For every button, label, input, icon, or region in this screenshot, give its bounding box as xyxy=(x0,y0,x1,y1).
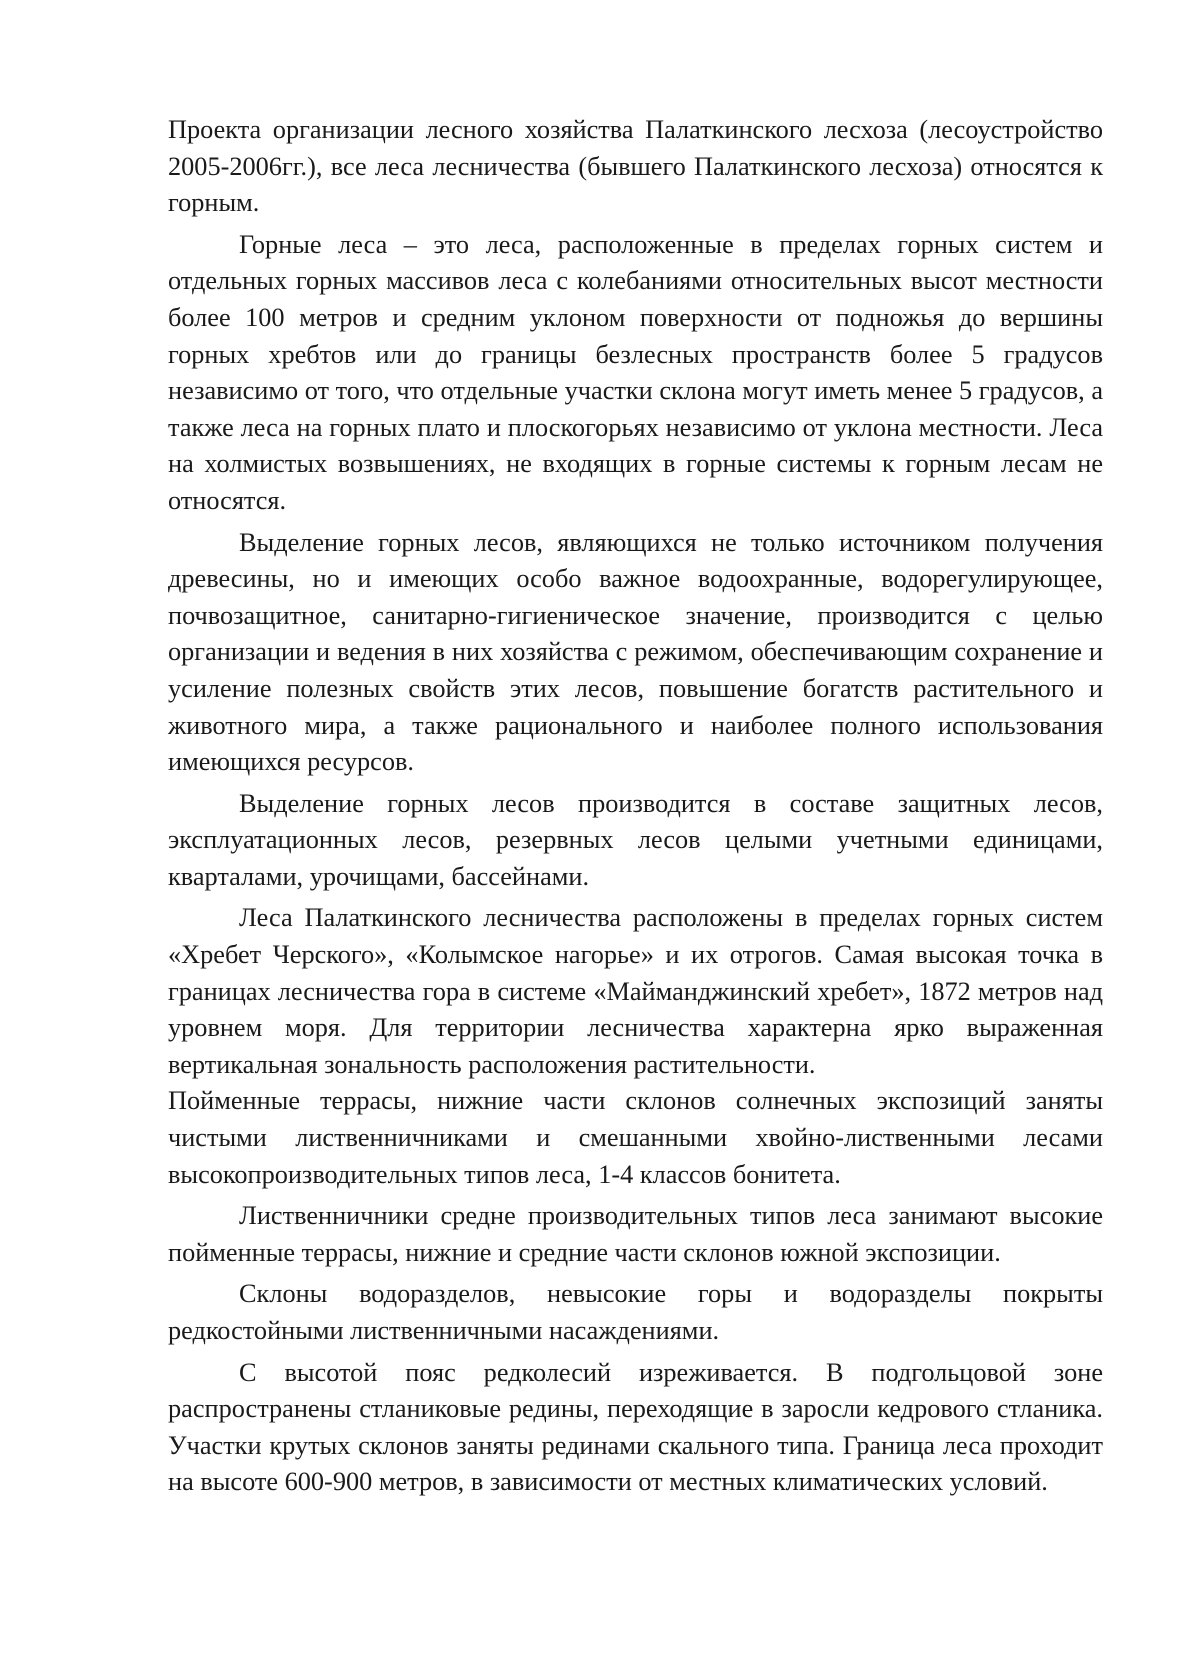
paragraph-6: Пойменные террасы, нижние части склонов солнечных экспозиций заняты чистыми лиственничниками и смешанными хвойно-лиственными лесами высокопроизводительных типов леса, 1-4 классов бонитета. xyxy=(168,1086,1103,1189)
paragraph-3: Выделение горных лесов, являющихся не только источником получения древесины, но и имеющих особо важное водоохранные, водорегулирующее, почвозащитное, санитарно-гигиеническое значение, производится с целью организации и ведения в них хозяйства с режимом, обеспечивающим сохранение и усиление полезных свойств этих лесов, повышение богатств растительного и животного мира, а также рационального и наиболее полного использования имеющихся ресурсов. xyxy=(168,527,1103,777)
paragraph-1: Проекта организации лесного хозяйства Палаткинского лесхоза (лесоустройство 2005-2006гг.), все леса лесничества (бывшего Палаткинского лесхоза) относятся к горным. xyxy=(168,115,1103,218)
paragraph-7: Лиственничники средне производительных типов леса занимают высокие пойменные террасы, нижние и средние части склонов южной экспозиции. xyxy=(168,1201,1103,1267)
paragraph-2: Горные леса – это леса, расположенные в пределах горных систем и отдельных горных массивов леса с колебаниями относительных высот местности более 100 метров и средним уклоном поверхности от подножья до вершины горных хребтов или до границы безлесных пространств более 5 градусов независимо от того, что отдельные участки склона могут иметь менее 5 градусов, а также леса на горных плато и плоскогорьях независимо от уклона местности. Леса на холмистых возвышениях, не входящих в горные системы к горным лесам не относятся. xyxy=(168,229,1103,515)
paragraph-5: Леса Палаткинского лесничества расположены в пределах горных систем «Хребет Черского», «Колымское нагорье» и их отрогов. Самая высокая точка в границах лесничества гора в системе «Майманджинский хребет», 1872 метров над уровнем моря. Для территории лесничества характерна ярко выраженная вертикальная зональность расположения растительности. xyxy=(168,903,1103,1079)
paragraph-4: Выделение горных лесов производится в составе защитных лесов, эксплуатационных лесов, резервных лесов целыми учетными единицами, кварталами, урочищами, бассейнами. xyxy=(168,788,1103,891)
paragraph-9: С высотой пояс редколесий изреживается. В подгольцовой зоне распространены стланиковые редины, переходящие в заросли кедрового стланика. Участки крутых склонов заняты рединами скального типа. Граница леса проходит на высоте 600-900 метров, в зависимости от местных климатических условий. xyxy=(168,1357,1103,1497)
paragraph-8: Склоны водоразделов, невысокие горы и водоразделы покрыты редкостойными лиственничными насаждениями. xyxy=(168,1279,1103,1345)
document-body xyxy=(168,112,1103,1506)
